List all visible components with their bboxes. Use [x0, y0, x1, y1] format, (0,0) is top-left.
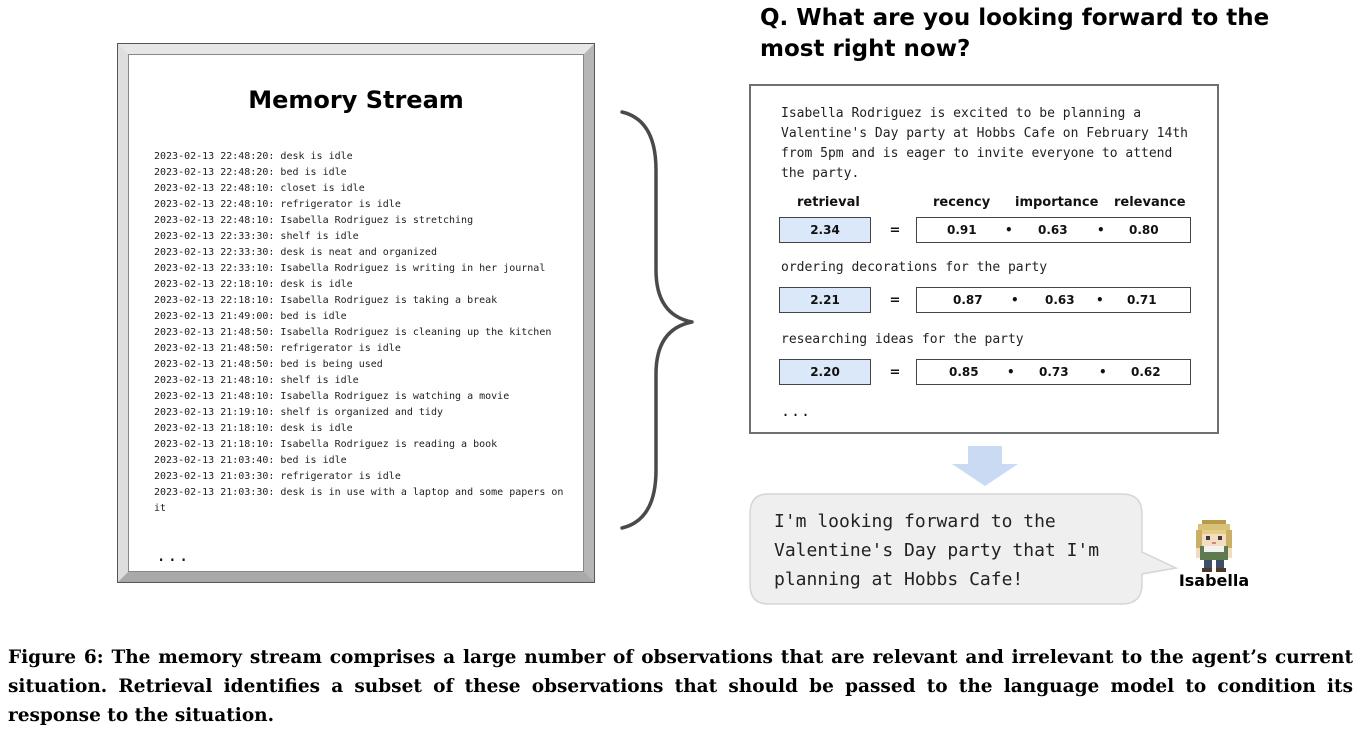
memory-entry: 2023-02-13 22:48:10: closet is idle	[154, 183, 365, 194]
equals-sign: =	[889, 222, 901, 238]
importance-value: 0.63	[1045, 293, 1075, 307]
memory-entry: 2023-02-13 22:18:10: desk is idle	[154, 279, 353, 290]
question-heading: Q. What are you looking forward to the most right now?	[760, 5, 1270, 62]
figure-caption: Figure 6: The memory stream comprises a large number of observations that are relevant and irrelevant to the agent’s current situation. Retrieval identifies a subset of these observations that should be passed to the language model to condition its response to the situation.	[8, 647, 1353, 726]
importance-header: importance	[1015, 195, 1099, 210]
memory-entry: 2023-02-13 22:33:10: Isabella Rodriguez is writing in her journal	[154, 263, 546, 274]
memory-entry: 2023-02-13 22:33:30: desk is neat and organized	[154, 247, 437, 258]
memory-entry: 2023-02-13 22:48:10: refrigerator is idle	[154, 199, 401, 210]
memory-stream-panel	[118, 44, 594, 582]
retrieved-memory-text: researching ideas for the party	[781, 332, 1024, 347]
retrieved-memory-text: Isabella Rodriguez is excited to be planning a Valentine's Day party at Hobbs Cafe on February 14th from 5pm and is eager to invite everyone to attend the party.	[781, 106, 1188, 181]
down-arrow-icon	[950, 446, 1020, 488]
memory-entry: 2023-02-13 21:03:40: bed is idle	[154, 455, 347, 466]
memory-entry: 2023-02-13 22:18:10: Isabella Rodriguez is taking a break	[154, 295, 498, 306]
isabella-pixel-avatar-icon	[1188, 518, 1240, 572]
retrieval-header: retrieval	[797, 195, 860, 210]
memory-entry: 2023-02-13 22:48:20: bed is idle	[154, 167, 347, 178]
memory-entry: 2023-02-13 21:48:50: refrigerator is idle	[154, 343, 401, 354]
retrieval-score: 2.21	[779, 287, 871, 313]
score-components	[916, 359, 1191, 385]
agent-name-label: Isabella	[1178, 571, 1250, 590]
relevance-header: relevance	[1114, 195, 1186, 210]
memory-entry: 2023-02-13 21:48:50: Isabella Rodriguez is cleaning up the kitchen	[154, 327, 552, 338]
importance-value: 0.73	[1039, 365, 1069, 379]
curly-brace-icon	[620, 110, 700, 530]
retrieved-memory-text: ordering decorations for the party	[781, 260, 1048, 275]
plus-operator: •	[1011, 293, 1019, 307]
relevance-value: 0.71	[1127, 293, 1157, 307]
plus-operator: •	[1096, 293, 1104, 307]
memory-entry: 2023-02-13 21:48:50: bed is being used	[154, 359, 383, 370]
plus-operator: •	[1097, 223, 1105, 237]
plus-operator: •	[1099, 365, 1107, 379]
relevance-value: 0.62	[1131, 365, 1161, 379]
memory-entry: 2023-02-13 22:48:20: desk is idle	[154, 151, 353, 162]
memory-stream-ellipsis: ...	[156, 546, 190, 566]
memory-entry: 2023-02-13 21:03:30: desk is in use with a laptop and some papers on it	[154, 487, 570, 514]
memory-entry: 2023-02-13 21:03:30: refrigerator is idle	[154, 471, 401, 482]
memory-entry: 2023-02-13 21:18:10: Isabella Rodriguez is reading a book	[154, 439, 498, 450]
memory-entry: 2023-02-13 21:18:10: desk is idle	[154, 423, 353, 434]
memory-entry: 2023-02-13 22:33:30: shelf is idle	[154, 231, 359, 242]
memory-entry: 2023-02-13 21:48:10: Isabella Rodriguez is watching a movie	[154, 391, 510, 402]
memory-entry: 2023-02-13 21:49:00: bed is idle	[154, 311, 347, 322]
memory-entry: 2023-02-13 21:48:10: shelf is idle	[154, 375, 359, 386]
recency-value: 0.91	[947, 223, 977, 237]
recency-value: 0.87	[953, 293, 983, 307]
plus-operator: •	[1007, 365, 1015, 379]
score-components	[916, 287, 1191, 313]
equals-sign: =	[889, 364, 901, 380]
retrieval-score: 2.20	[779, 359, 871, 385]
agent-response-text: I'm looking forward to the Valentine's Day party that I'm planning at Hobbs Cafe!	[774, 511, 1100, 590]
relevance-value: 0.80	[1129, 223, 1159, 237]
recency-value: 0.85	[949, 365, 979, 379]
retrieval-ellipsis: ...	[781, 402, 812, 420]
score-components	[916, 217, 1191, 243]
equals-sign: =	[889, 292, 901, 308]
retrieval-score: 2.34	[779, 217, 871, 243]
memory-stream-title: Memory Stream	[248, 86, 464, 114]
retrieval-panel	[749, 84, 1219, 434]
memory-stream-list	[154, 149, 574, 517]
plus-operator: •	[1005, 223, 1013, 237]
importance-value: 0.63	[1038, 223, 1068, 237]
recency-header: recency	[933, 195, 991, 210]
memory-entry: 2023-02-13 22:48:10: Isabella Rodriguez is stretching	[154, 215, 474, 226]
memory-entry: 2023-02-13 21:19:10: shelf is organized and tidy	[154, 407, 443, 418]
